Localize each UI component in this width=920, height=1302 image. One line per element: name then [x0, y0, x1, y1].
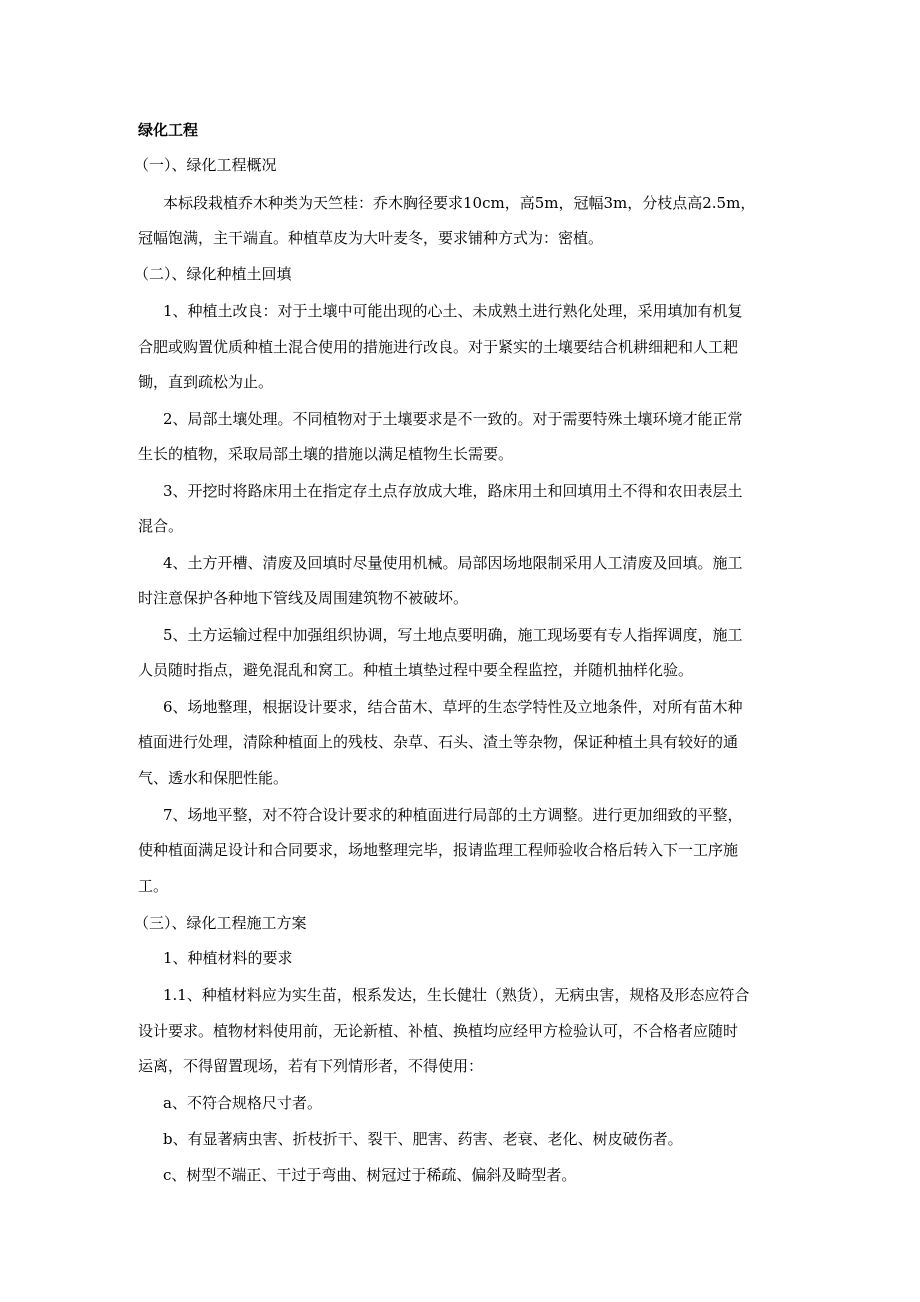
paragraph-line: 6、场地整理，根据设计要求，结合苗木、草坪的生态学特性及立地条件，对所有苗木种 — [163, 698, 743, 716]
paragraph-line: 合肥或购置优质种植土混合使用的措施进行改良。对于紧实的土壤要结合机耕细耙和人工耙 — [138, 338, 739, 356]
list-item: a、不符合规格尺寸者。 — [163, 1094, 322, 1112]
paragraph-line: 2、局部土壤处理。不同植物对于土壤要求是不一致的。对于需要特殊土壤环境才能正常 — [163, 410, 743, 428]
paragraph-line: 1、种植土改良：对于土壤中可能出现的心土、未成熟土进行熟化处理，采用填加有机复 — [163, 302, 743, 320]
paragraph-line: 植面进行处理，清除种植面上的残枝、杂草、石头、渣土等杂物，保证种植土具有较好的通 — [138, 733, 739, 751]
paragraph-line: 混合。 — [138, 517, 184, 535]
paragraph-line: 气、透水和保肥性能。 — [138, 769, 289, 787]
section-heading: （一）、绿化工程概况 — [134, 156, 277, 174]
section-heading: （二）、绿化种植土回填 — [134, 265, 292, 283]
subsection-heading: 1、种植材料的要求 — [163, 949, 293, 967]
paragraph-line: 工。 — [138, 877, 169, 895]
section-heading: （三）、绿化工程施工方案 — [134, 914, 307, 932]
paragraph-line: 时注意保护各种地下管线及周围建筑物不被破坏。 — [138, 589, 469, 607]
document-title: 绿化工程 — [138, 121, 199, 139]
paragraph-line: 运离，不得留置现场，若有下列情形者，不得使用： — [138, 1057, 484, 1075]
paragraph-line: 使种植面满足设计和合同要求，场地整理完毕，报请监理工程师验收合格后转入下一工序施 — [138, 841, 739, 859]
paragraph-line: 1.1、种植材料应为实生苗，根系发达，生长健壮（熟货），无病虫害，规格及形态应符合 — [163, 986, 750, 1004]
paragraph-line: 5、土方运输过程中加强组织协调，写土地点要明确，施工现场要有专人指挥调度，施工 — [163, 626, 743, 644]
paragraph-line: 7、场地平整，对不符合设计要求的种植面进行局部的土方调整。进行更加细致的平整， — [163, 806, 743, 824]
paragraph-line: 3、开挖时将路床用土在指定存土点存放成大堆，路床用土和回填用土不得和农田表层土 — [163, 482, 743, 500]
paragraph-line: 设计要求。植物材料使用前，无论新植、补植、换植均应经甲方检验认可，不合格者应随时 — [138, 1022, 739, 1040]
list-item: b、有显著病虫害、折枝折干、裂干、肥害、药害、老衰、老化、树皮破伤者。 — [163, 1130, 683, 1148]
paragraph-line: 4、土方开槽、清废及回填时尽量使用机械。局部因场地限制采用人工清废及回填。施工 — [163, 554, 743, 572]
list-item: c、树型不端正、干过于弯曲、树冠过于稀疏、偏斜及畸型者。 — [163, 1166, 577, 1184]
paragraph-line: 本标段栽植乔木种类为天竺桂：乔木胸径要求10cm，高5m，冠幅3m，分枝点高2.5m， — [163, 194, 756, 212]
paragraph-line: 人员随时指点，避免混乱和窝工。种植土填垫过程中要全程监控，并随机抽样化验。 — [138, 661, 694, 679]
paragraph-line: 锄，直到疏松为止。 — [138, 373, 274, 391]
paragraph-line: 冠幅饱满，主干端直。种植草皮为大叶麦冬，要求铺种方式为：密植。 — [138, 229, 604, 247]
paragraph-line: 生长的植物，采取局部土壤的措施以满足植物生长需要。 — [138, 445, 514, 463]
